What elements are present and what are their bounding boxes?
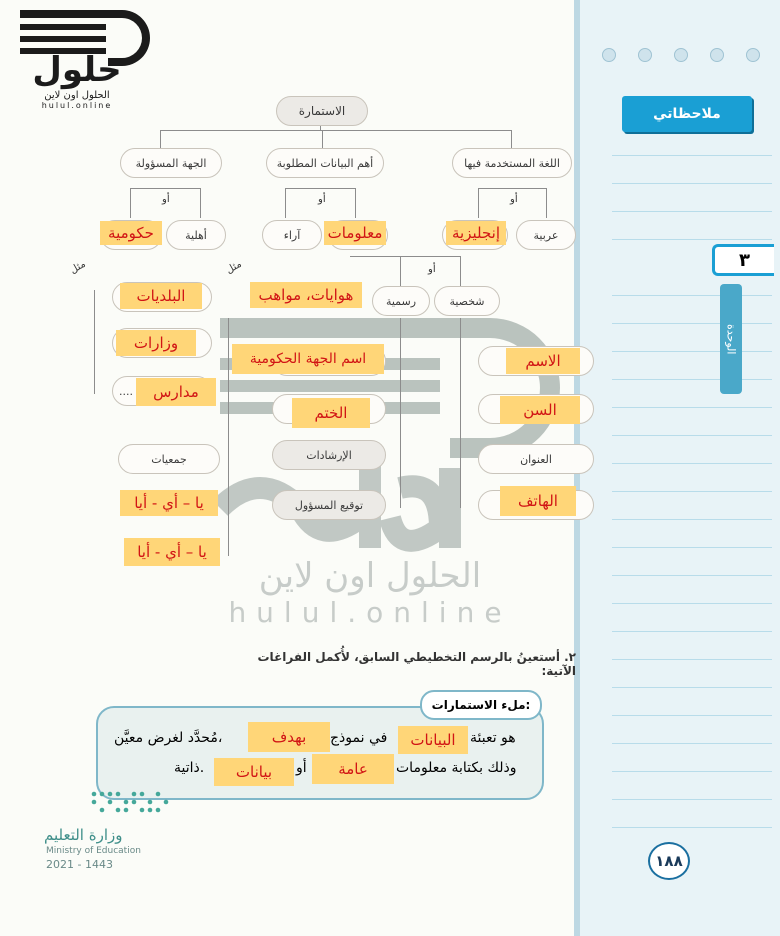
note-line — [612, 463, 772, 464]
note-line — [612, 547, 772, 548]
def-line2-c: ذاتية. — [174, 760, 205, 776]
example-label: مثل — [224, 258, 244, 277]
note-line — [612, 603, 772, 604]
connector — [285, 188, 355, 189]
note-line — [612, 239, 772, 240]
answer-info-2: بيانات — [214, 758, 294, 786]
note-line — [612, 379, 772, 380]
note-line — [612, 491, 772, 492]
notes-header: ملاحظاتي — [622, 96, 752, 132]
note-line — [612, 631, 772, 632]
ministry-dots-logo — [88, 788, 172, 818]
note-line — [612, 771, 772, 772]
official-guidance: الإرشادات — [272, 440, 386, 470]
or-label: أو — [162, 194, 170, 205]
note-line — [612, 519, 772, 520]
connector — [511, 130, 512, 148]
def-line1-b: في نموذج — [330, 730, 388, 746]
connector — [546, 188, 547, 218]
official-signature: توقيع المسؤول — [272, 490, 386, 520]
binder-hole — [674, 48, 688, 62]
connector — [460, 318, 461, 508]
answer-vocative-1: يا – أي - أيا — [120, 490, 218, 516]
connector — [460, 256, 461, 286]
or-label: أو — [318, 194, 326, 205]
answer-government: حكومية — [100, 221, 162, 245]
answer-goal: بهدف — [248, 722, 330, 752]
note-line — [612, 715, 772, 716]
connector — [200, 188, 201, 218]
def-line2-a: وذلك بكتابة معلومات — [396, 760, 517, 776]
lang-arabic: عربية — [516, 220, 576, 250]
unit-number-tab: ٣ — [712, 244, 774, 276]
ministry-year: 2021 - 1443 — [46, 858, 113, 871]
note-line — [612, 575, 772, 576]
connector — [130, 188, 200, 189]
note-line — [612, 295, 772, 296]
watermark-arabic: الحلول اون لاين — [258, 556, 482, 596]
personal-address: العنوان — [478, 444, 594, 474]
exercise-instruction: ٢. أستعينُ بالرسم التخطيطي السابق، لأُكمل الفراغات الآتية: — [257, 650, 576, 678]
answer-general: عامة — [312, 754, 394, 784]
note-line — [612, 351, 772, 352]
connector — [94, 290, 95, 394]
data-personal: شخصية — [434, 286, 500, 316]
answer-entity-name: اسم الجهة الحكومية — [232, 344, 384, 374]
binder-hole — [638, 48, 652, 62]
binder-hole — [746, 48, 760, 62]
note-line — [612, 435, 772, 436]
binder-hole — [602, 48, 616, 62]
brand-logo-url: hulul.online — [41, 101, 113, 110]
root-node: الاستمارة — [276, 96, 368, 126]
connector — [350, 256, 460, 257]
binder-hole — [710, 48, 724, 62]
note-line — [612, 407, 772, 408]
connector — [130, 188, 131, 218]
answer-municipalities: البلديات — [120, 283, 202, 309]
branch-lang: اللغة المستخدمة فيها — [452, 148, 572, 178]
example-label: مثل — [68, 258, 88, 277]
answer-schools: مدارس — [136, 378, 216, 406]
entity-assoc: جمعيات — [118, 444, 220, 474]
connector — [400, 256, 401, 286]
answer-vocative-2: يا – أي - أيا — [124, 538, 220, 566]
def-line1-a: هو تعبئة — [470, 730, 516, 746]
connector — [228, 318, 229, 556]
answer-english: إنجليزية — [446, 221, 506, 245]
notes-sidebar — [578, 0, 780, 936]
answer-phone: الهاتف — [500, 486, 576, 516]
answer-name: الاسم — [506, 348, 580, 374]
connector — [478, 188, 479, 218]
note-line — [612, 211, 772, 212]
ministry-name: وزارة التعليم — [44, 826, 123, 844]
connector — [322, 130, 323, 148]
ministry-name-en: Ministry of Education — [46, 846, 141, 856]
answer-info: معلومات — [324, 221, 386, 245]
page-number: ١٨٨ — [648, 842, 690, 880]
note-line — [612, 827, 772, 828]
connector — [160, 130, 161, 148]
note-line — [612, 743, 772, 744]
connector — [355, 188, 356, 218]
connector — [400, 318, 401, 508]
note-line — [612, 155, 772, 156]
brand-logo-sub: الحلول اون لاين — [44, 90, 110, 101]
branch-entity: الجهة المسؤولة — [120, 148, 222, 178]
entity-private: أهلية — [166, 220, 226, 250]
answer-data: البيانات — [398, 726, 468, 754]
answer-seal: الختم — [292, 398, 370, 428]
connector — [160, 130, 512, 131]
answer-age: السن — [500, 396, 580, 424]
def-line1-c: مُحدَّد لغرض معيَّن، — [114, 730, 223, 746]
note-line — [612, 183, 772, 184]
answer-ministries: وزارات — [116, 330, 196, 356]
answer-hobbies: هوايات، مواهب — [250, 282, 362, 308]
watermark-url: hulul.online — [228, 596, 512, 629]
def-line2-b: أو — [296, 760, 307, 776]
brand-logo-title: حلول — [32, 50, 122, 90]
connector — [478, 188, 546, 189]
note-line — [612, 687, 772, 688]
definition-tag: ملء الاستمارات: — [420, 690, 542, 720]
note-line — [612, 323, 772, 324]
note-line — [612, 659, 772, 660]
definition-card — [96, 706, 544, 800]
unit-label-tab: الوحدة — [720, 284, 742, 394]
connector — [285, 188, 286, 218]
brand-logo — [12, 8, 152, 108]
data-official: رسمية — [372, 286, 430, 316]
or-label: أو — [510, 194, 518, 205]
ellipsis: .... — [119, 384, 133, 398]
branch-data: أهم البيانات المطلوبة — [266, 148, 384, 178]
note-line — [612, 799, 772, 800]
or-label: أو — [428, 264, 436, 275]
data-opinions: آراء — [262, 220, 322, 250]
